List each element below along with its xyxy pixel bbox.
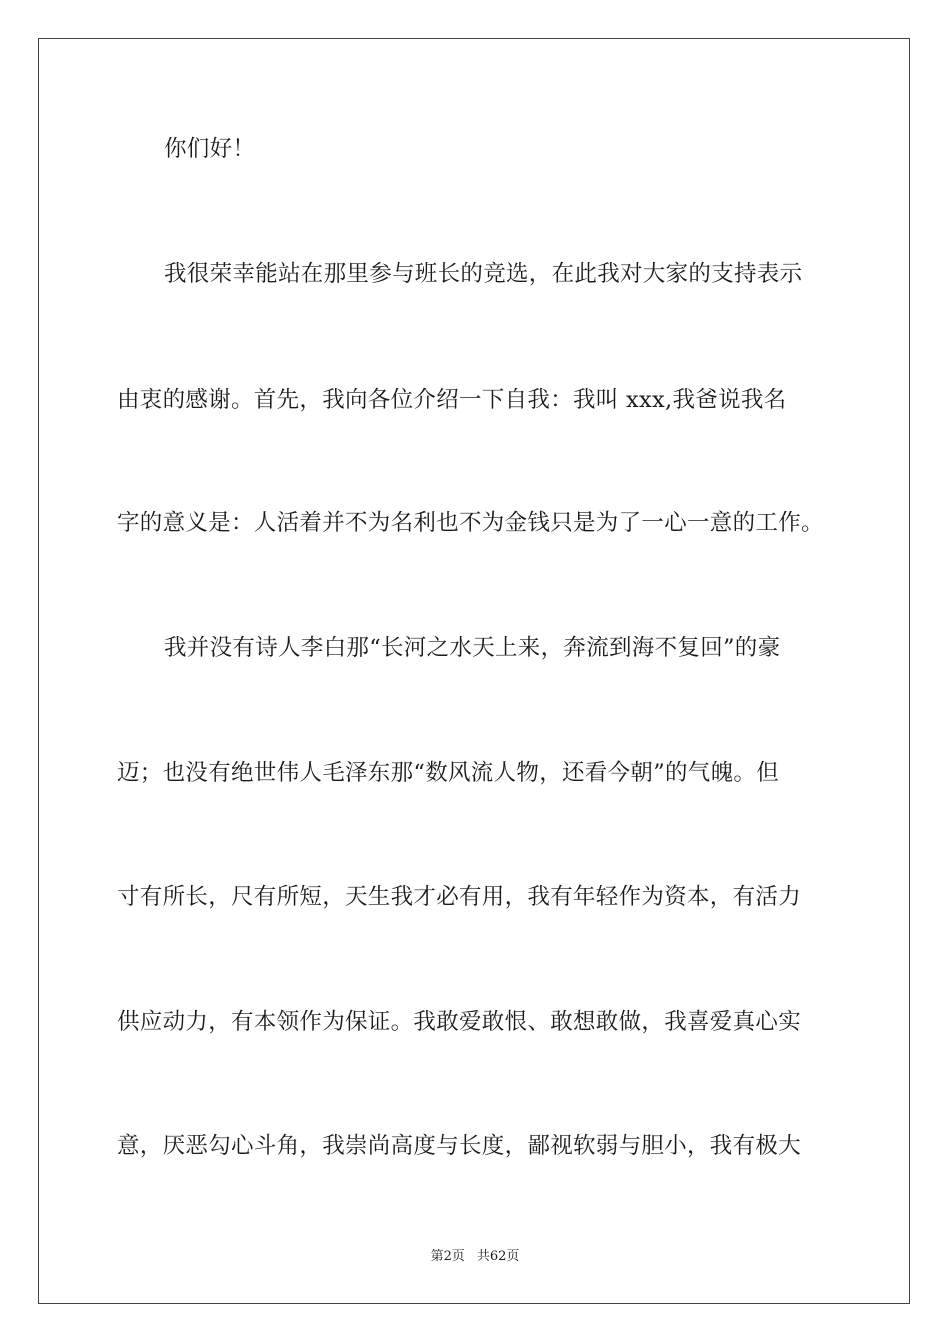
paragraph-line: 我并没有诗人李白那“长河之水天上来，奔流到海不复回”的豪 bbox=[164, 635, 781, 661]
paragraph-line: 字的意义是：人活着并不为名利也不为金钱只是为了一心一意的工作。 bbox=[117, 510, 824, 536]
page-number-current: 第2页 bbox=[430, 1249, 465, 1264]
greeting-line: 你们好！ bbox=[164, 136, 256, 162]
paragraph-line: 迈；也没有绝世伟人毛泽东那“数风流人物，还看今朝”的气魄。但 bbox=[117, 760, 780, 786]
paragraph-line: 我很荣幸能站在那里参与班长的竞选，在此我对大家的支持表示 bbox=[164, 261, 803, 287]
page-frame bbox=[38, 38, 910, 1304]
page-number-total: 共62页 bbox=[476, 1249, 520, 1264]
paragraph-line: 供应动力，有本领作为保证。我敢爱敢恨、敢想敢做，我喜爱真心实 bbox=[117, 1009, 802, 1035]
paragraph-line: 意，厌恶勾心斗角，我崇尚高度与长度，鄙视软弱与胆小，我有极大 bbox=[117, 1133, 802, 1159]
page-footer bbox=[0, 1248, 950, 1266]
paragraph-line: 由衷的感谢。首先，我向各位介绍一下自我：我叫 xxx,我爸说我名 bbox=[117, 387, 787, 413]
paragraph-line: 寸有所长，尺有所短，天生我才必有用，我有年轻作为资本，有活力 bbox=[117, 884, 802, 910]
